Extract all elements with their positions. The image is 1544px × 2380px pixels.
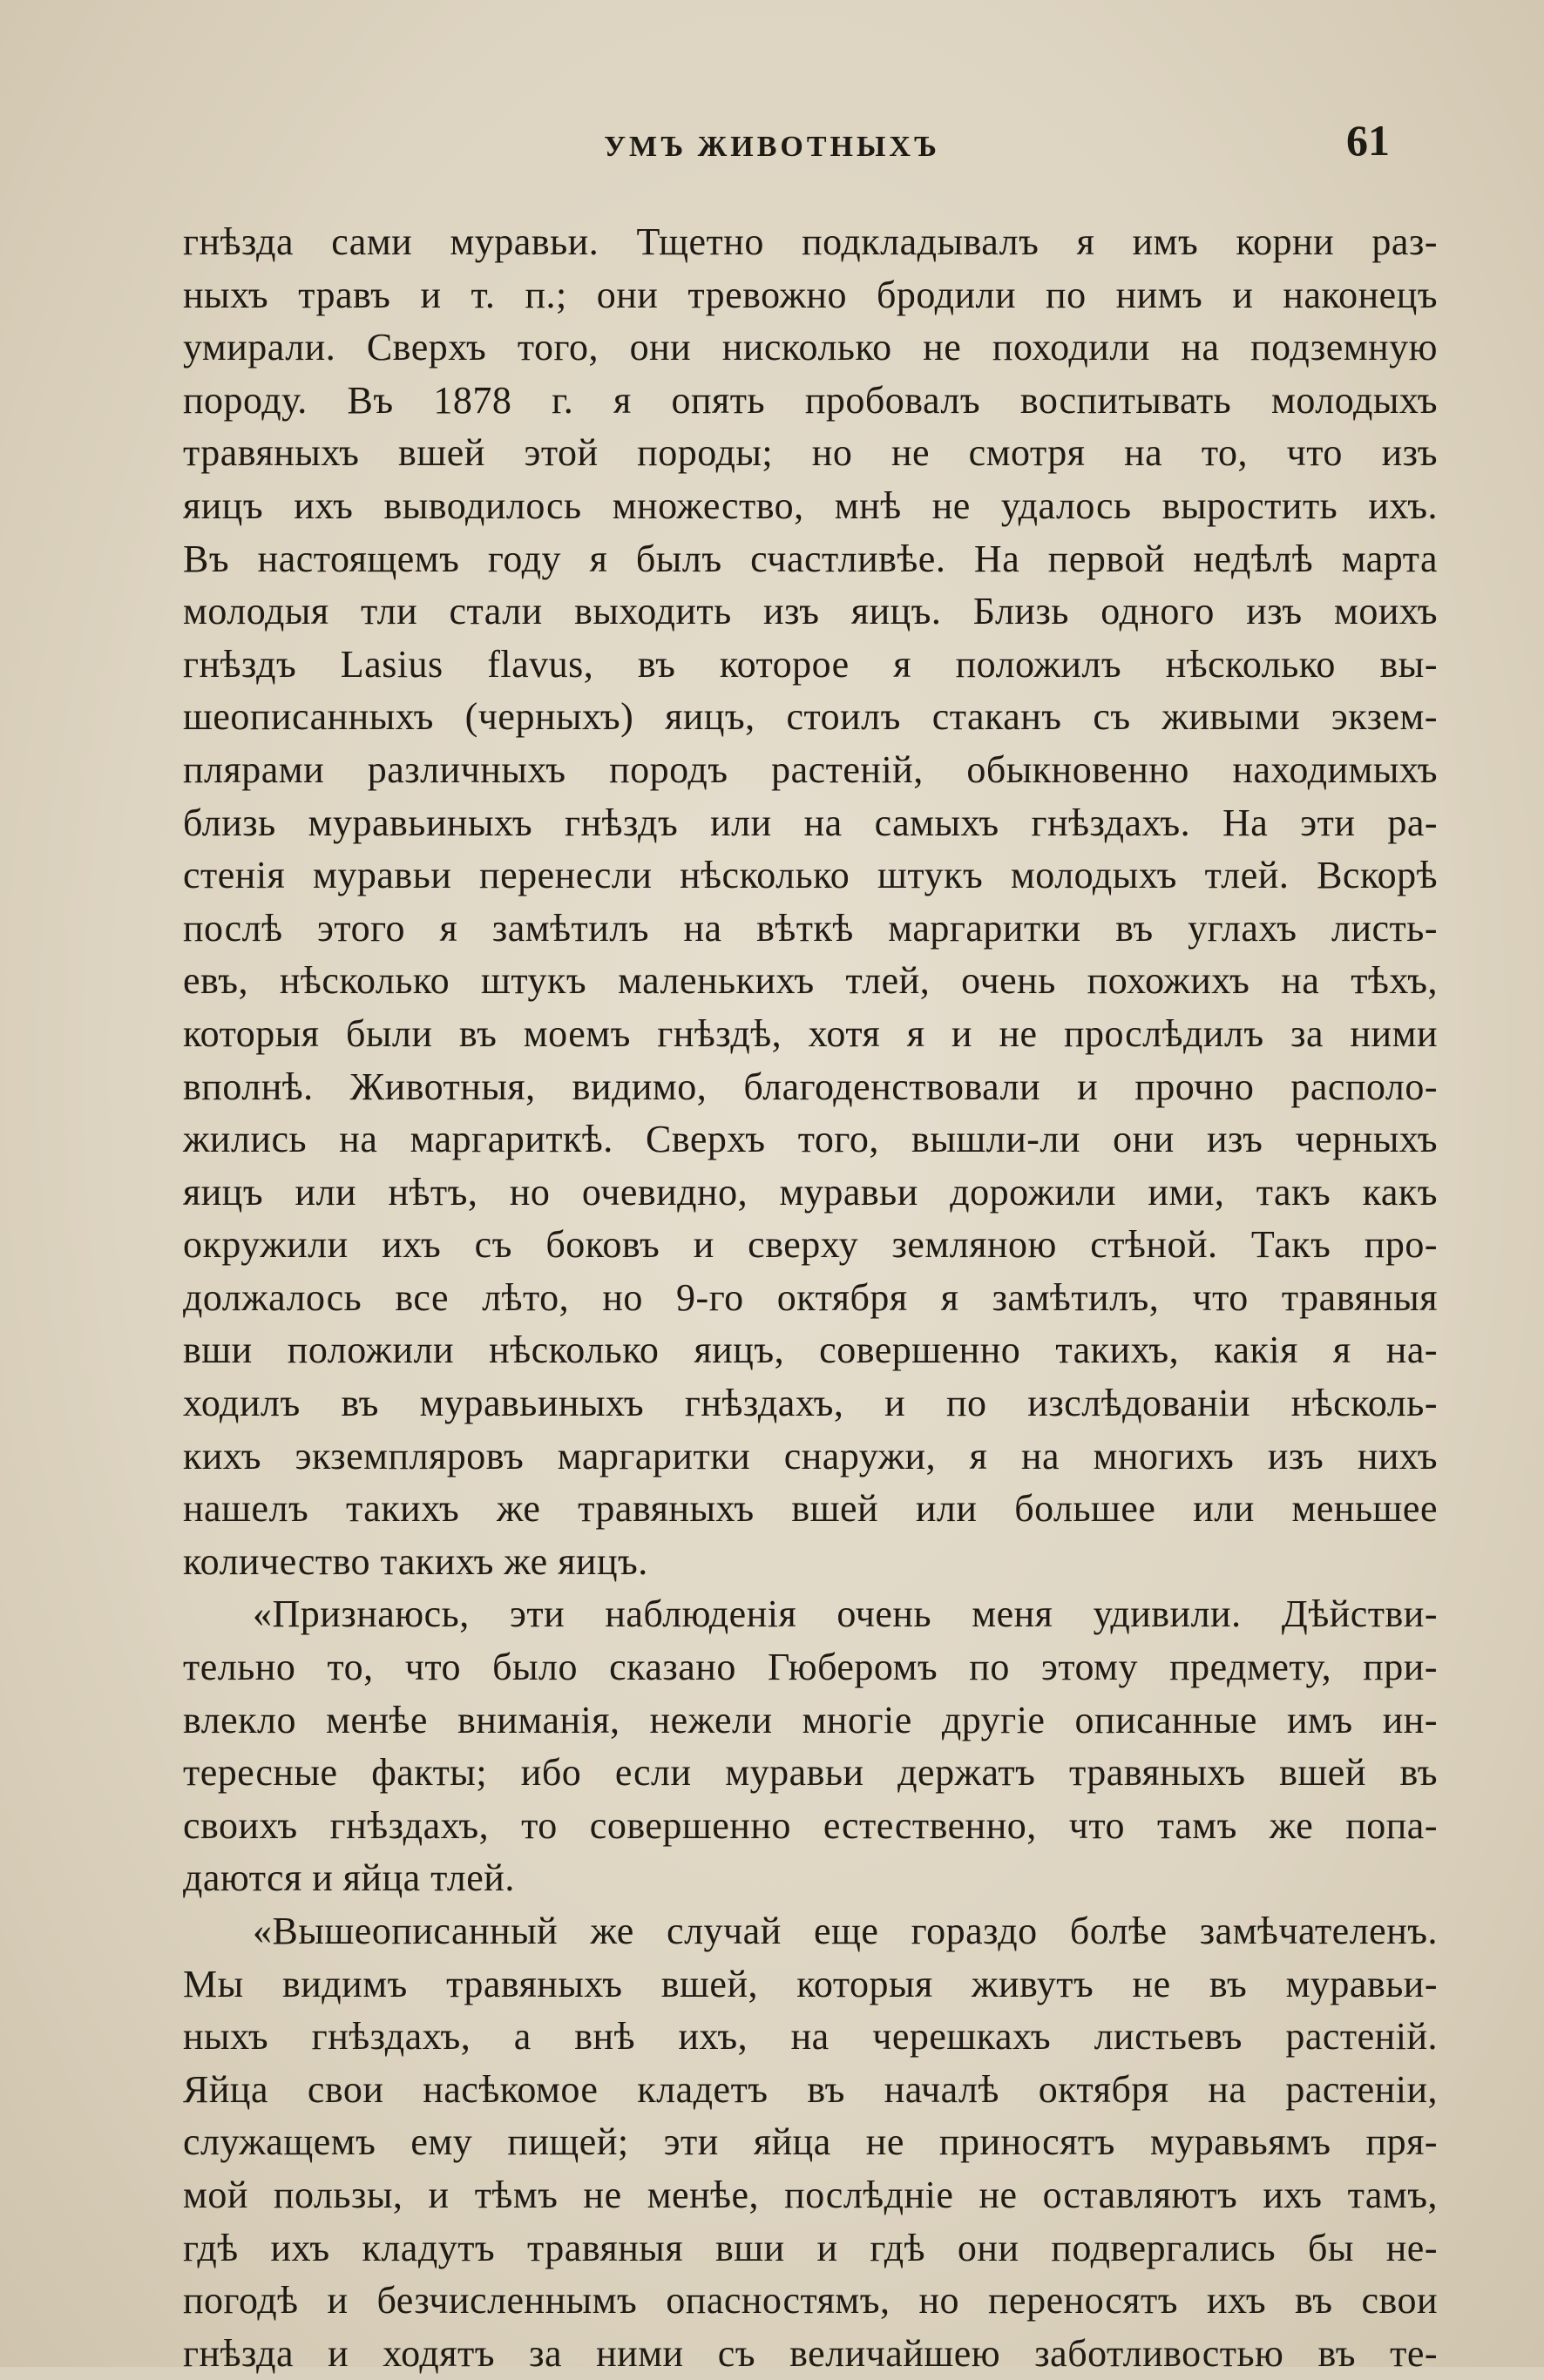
text-line: количество такихъ же яицъ. — [183, 1539, 648, 1583]
text-line: гнѣзда сами муравьи. Тщетно подкладывалъ я имъ корни раз- — [183, 220, 1438, 263]
text-line: которыя были въ моемъ гнѣздѣ, хотя я и не прослѣдилъ за ними — [183, 1011, 1438, 1055]
text-line: должалось все лѣто, но 9-го октября я замѣтилъ, что травяныя — [183, 1275, 1438, 1319]
paragraph-start: «Вышеописанный же случай еще гораздо болѣе замѣчателенъ. — [253, 1910, 1438, 1952]
text-line: Яйца свои насѣкомое кладетъ въ началѣ октября на растеніи, — [183, 2067, 1438, 2111]
text-line: евъ, нѣсколько штукъ маленькихъ тлей, очень похожихъ на тѣхъ, — [183, 959, 1438, 1003]
text-line: мой пользы, и тѣмъ не менѣе, послѣдніе не оставляютъ ихъ тамъ, — [183, 2173, 1438, 2216]
text-line: служащемъ ему пищей; эти яйца не приносятъ муравьямъ пря- — [183, 2120, 1438, 2164]
text-line: гнѣздъ Lasius flavus, въ которое я положилъ нѣсколько вы- — [183, 642, 1438, 686]
text-line: влекло менѣе вниманія, нежели многіе другіе описанные имъ ин- — [183, 1698, 1438, 1741]
text-line: Мы видимъ травяныхъ вшей, которыя живутъ не въ муравьи- — [183, 1962, 1438, 2005]
text-line: гдѣ ихъ кладутъ травяныя вши и гдѣ они подвергались бы не- — [183, 2226, 1438, 2269]
body-text — [183, 216, 1438, 2380]
text-line: умирали. Сверхъ того, они нисколько не походили на подземную — [183, 326, 1438, 369]
text-line: ныхъ гнѣздахъ, а внѣ ихъ, на черешкахъ листьевъ растеній. — [183, 2015, 1438, 2059]
text-line: жились на маргариткѣ. Сверхъ того, вышли-ли они изъ черныхъ — [183, 1118, 1438, 1161]
text-line: своихъ гнѣздахъ, то совершенно естественно, что тамъ же попа- — [183, 1803, 1438, 1847]
text-line: вполнѣ. Животныя, видимо, благоденствовали и прочно располо- — [183, 1065, 1438, 1108]
text-line: стенія муравьи перенесли нѣсколько штукъ молодыхъ тлей. Вскорѣ — [183, 854, 1438, 897]
text-line: тельно то, что было сказано Гюберомъ по этому предмету, при- — [183, 1646, 1438, 1689]
running-title: УМЪ ЖИВОТНЫХЪ — [604, 131, 940, 163]
text-line: вши положили нѣсколько яицъ, совершенно такихъ, какія я на- — [183, 1329, 1438, 1372]
paragraph-start: «Признаюсь, эти наблюденія очень меня удивили. Дѣйстви- — [253, 1592, 1438, 1636]
page-number: 61 — [1346, 116, 1390, 165]
text-line: послѣ этого я замѣтилъ на вѣткѣ маргаритки въ углахъ листь- — [183, 906, 1438, 950]
text-line: Въ настоящемъ году я былъ счастливѣе. На первой недѣлѣ марта — [183, 537, 1438, 580]
text-line: ходилъ въ муравьиныхъ гнѣздахъ, и по изслѣдованіи нѣсколь- — [183, 1382, 1438, 1425]
text-line: ныхъ травъ и т. п.; они тревожно бродили по нимъ и наконецъ — [183, 273, 1438, 316]
text-line: окружили ихъ съ боковъ и сверху земляною стѣной. Такъ про- — [183, 1223, 1438, 1267]
text-line: яицъ или нѣтъ, но очевидно, муравьи дорожили ими, такъ какъ — [183, 1170, 1438, 1214]
text-line: яицъ ихъ выводилось множество, мнѣ не удалось выростить ихъ. — [183, 483, 1438, 527]
text-line: погодѣ и безчисленнымъ опасностямъ, но переносятъ ихъ въ свои — [183, 2279, 1438, 2323]
text-line: травяныхъ вшей этой породы; но не смотря на то, что изъ — [183, 431, 1438, 475]
text-line: даются и яйца тлей. — [183, 1856, 515, 1900]
text-line: нашелъ такихъ же травяныхъ вшей или большее или меньшее — [183, 1487, 1438, 1531]
text-line: гнѣзда и ходятъ за ними съ величайшею заботливостью въ те- — [183, 2331, 1438, 2375]
text-line: кихъ экземпляровъ маргаритки снаружи, я на многихъ изъ нихъ — [183, 1434, 1438, 1477]
text-line: молодыя тли стали выходить изъ яицъ. Близь одного изъ моихъ — [183, 590, 1438, 633]
text-line: плярами различныхъ породъ растеній, обыкновенно находимыхъ — [183, 747, 1438, 791]
text-line: близь муравьиныхъ гнѣздъ или на самыхъ гнѣздахъ. На эти ра- — [183, 801, 1438, 844]
text-line: породу. Въ 1878 г. я опять пробовалъ воспитывать молодыхъ — [183, 378, 1438, 422]
text-line: шеописанныхъ (черныхъ) яицъ, стоилъ стаканъ съ живыми экзем- — [183, 695, 1438, 739]
text-line: тересные факты; ибо если муравьи держатъ травяныхъ вшей въ — [183, 1751, 1438, 1795]
